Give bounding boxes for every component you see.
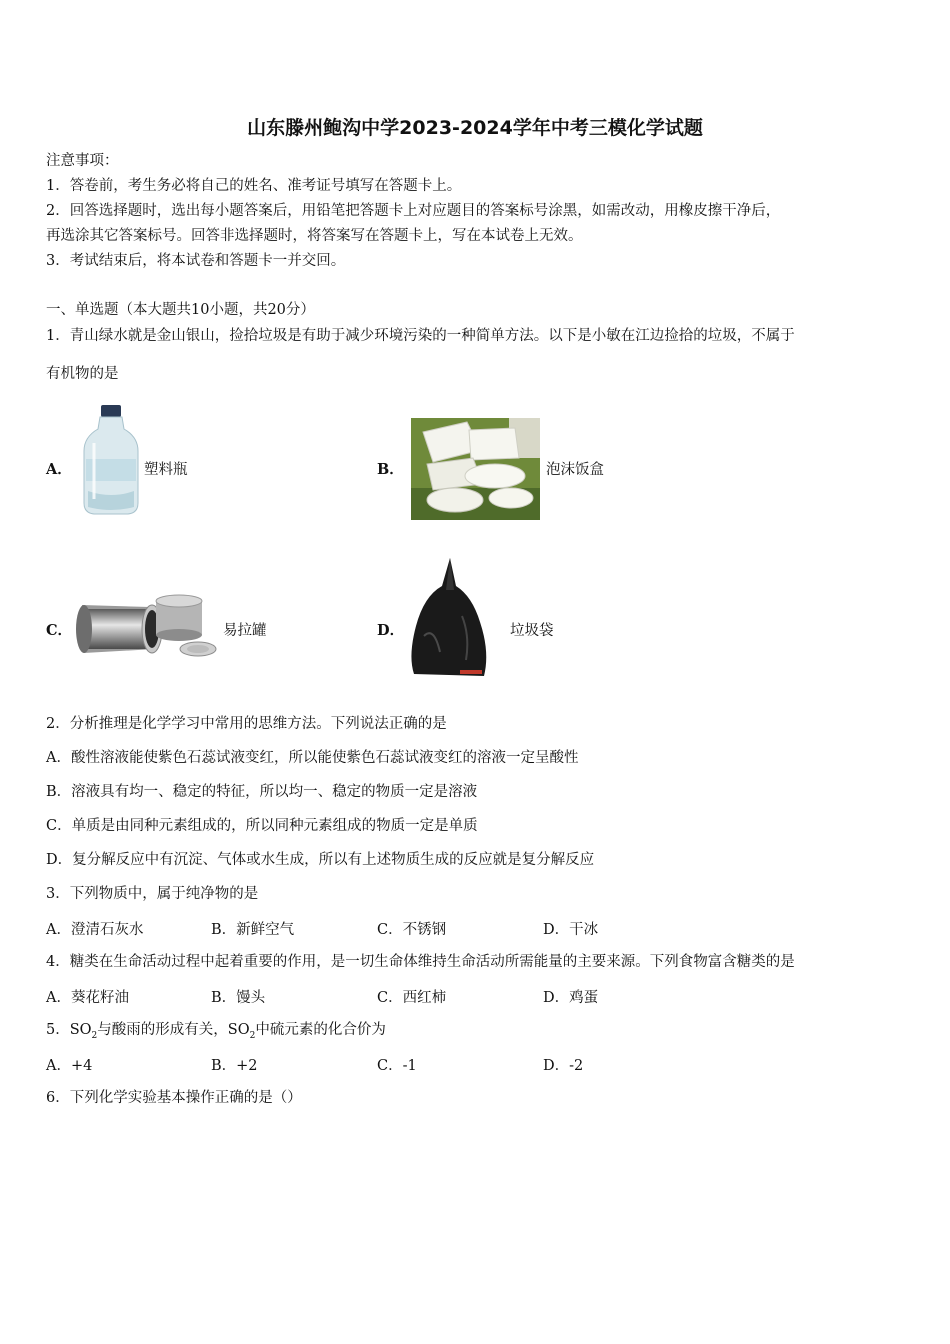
- notice-item: 2．回答选择题时，选出每小题答案后，用铅笔把答题卡上对应题目的答案标号涂黑，如需改动，用橡皮擦干净后，: [46, 203, 781, 219]
- notice-item: 1．答卷前，考生务必将自己的姓名、准考证号填写在答题卡上。: [46, 178, 462, 194]
- answer-option: B．馒头: [211, 990, 266, 1006]
- option-label: 泡沫饭盒: [546, 462, 604, 478]
- answer-option: D．复分解反应中有沉淀、气体或水生成，所以有上述物质生成的反应就是复分解反应: [46, 852, 595, 868]
- question-stem: 4．糖类在生命活动过程中起着重要的作用，是一切生命体维持生命活动所需能量的主要来源。下列食物富含糖类的是: [46, 954, 795, 970]
- question-stem: 2．分析推理是化学学习中常用的思维方法。下列说法正确的是: [46, 716, 447, 732]
- garbage-bag-icon: [404, 556, 490, 680]
- notice-item: 再选涂其它答案标号。回答非选择题时，将答案写在答题卡上，写在本试卷上无效。: [46, 228, 583, 244]
- option-letter: A．: [46, 461, 72, 478]
- answer-option: B．溶液具有均一、稳定的特征，所以均一、稳定的物质一定是溶液: [46, 784, 478, 800]
- answer-option: B．+2: [211, 1058, 258, 1074]
- foam-lunchbox-icon: [411, 418, 540, 520]
- answer-option: C．西红柿: [377, 990, 447, 1006]
- answer-option: A．+4: [46, 1058, 93, 1074]
- answer-option: D．-2: [543, 1058, 584, 1074]
- page-title: 山东滕州鲍沟中学2023-2024学年中考三模化学试题: [247, 117, 703, 139]
- question-stem: 3．下列物质中，属于纯净物的是: [46, 886, 259, 902]
- notice-item: 3．考试结束后，将本试卷和答题卡一并交回。: [46, 253, 346, 269]
- option-label: 垃圾袋: [510, 623, 554, 639]
- notice-heading: 注意事项：: [46, 153, 119, 169]
- answer-option: A．澄清石灰水: [46, 922, 144, 938]
- option-letter: C．: [46, 622, 73, 639]
- question-stem: 5．$SO_2$与酸雨的形成有关，$SO_2$中硫元素的化合价为: [46, 1022, 386, 1041]
- answer-option: D．干冰: [543, 922, 599, 938]
- option-letter: D．: [377, 622, 405, 639]
- answer-option: A．葵花籽油: [46, 990, 129, 1006]
- answer-option: C．单质是由同种元素组成的，所以同种元素组成的物质一定是单质: [46, 818, 478, 834]
- option-label: 易拉罐: [223, 623, 267, 639]
- answer-option: B．新鲜空气: [211, 922, 295, 938]
- option-letter: B．: [377, 461, 404, 478]
- question-stem: 有机物的是: [46, 366, 119, 382]
- option-label: 塑料瓶: [144, 462, 188, 478]
- plastic-bottle-icon: [80, 403, 142, 517]
- question-stem: 1．青山绿水就是金山银山，捡拾垃圾是有助于减少环境污染的一种简单方法。以下是小敏在江边捡拾的垃圾，不属于: [46, 328, 795, 344]
- section-heading: 一、单选题（本大题共10小题，共20分）: [46, 302, 315, 318]
- answer-option: C．-1: [377, 1058, 417, 1074]
- tin-cans-icon: [72, 593, 220, 663]
- answer-option: D．鸡蛋: [543, 990, 599, 1006]
- answer-option: C．不锈钢: [377, 922, 447, 938]
- question-stem: 6．下列化学实验基本操作正确的是（）: [46, 1090, 302, 1106]
- answer-option: A．酸性溶液能使紫色石蕊试液变红，所以能使紫色石蕊试液变红的溶液一定呈酸性: [46, 750, 579, 766]
